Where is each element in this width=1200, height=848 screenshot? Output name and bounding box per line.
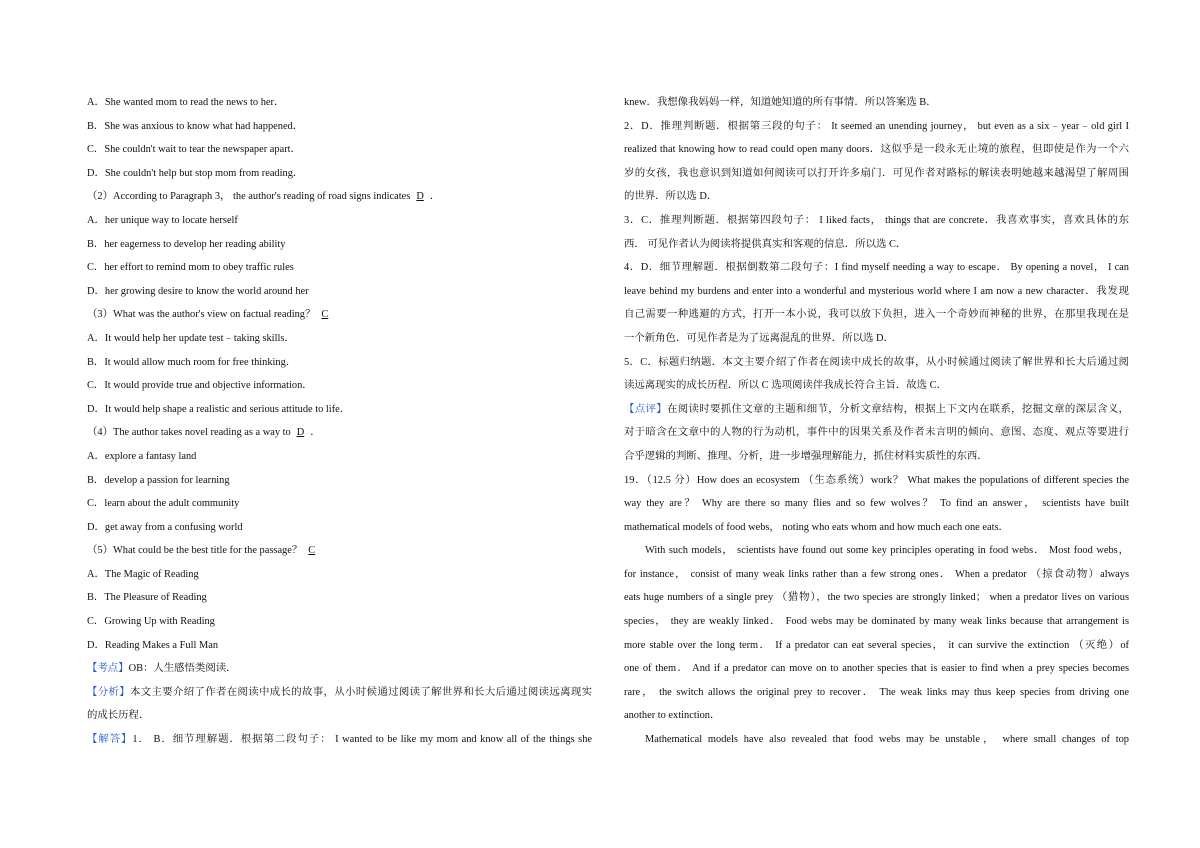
question-2: [87, 185, 592, 209]
passage-p2-line-3: eats huge numbers of a single prey （猎物），the two species are strongly linked； when a predator lives on various: [624, 592, 1129, 604]
question-5-answer: C: [308, 545, 316, 557]
question-2-answer: D: [416, 191, 424, 203]
dianping-line-3: 合乎逻辑的判断、推理、分析，进一步增强理解能力，抓住材料实质性的东西．: [624, 450, 988, 462]
fenxi-section: [87, 681, 592, 705]
answer-line-8: 4．D．细节理解题．根据倒数第二段句子：I find myself needing a way to escape． By opening a novel， I can: [624, 262, 1129, 274]
q3-option-b: B．It would allow much room for free thinking．: [87, 356, 297, 368]
q1-option-d: D．She couldn't help but stop mom from reading．: [87, 167, 304, 179]
jieda-text: 1． B．细节理解题．根据第二段句子： I wanted to be like my mom and know all of the things she: [132, 734, 592, 746]
fenxi-line-2: 的成长历程．: [87, 710, 150, 722]
answer-line-6: 3．C．推理判断题．根据第四段句子： I liked facts， things that are concrete．我喜欢事实，喜欢具体的东: [624, 214, 1129, 226]
answer-line-13: 读远离现实的成长历程．所以 C 选项阅读伴我成长符合主旨．故选 C．: [624, 380, 947, 392]
dianping-section: [624, 398, 1129, 422]
question-5: [87, 539, 592, 563]
question-19-line-1: 19．（12.5 分）How does an ecosystem （生态系统）work？ What makes the populations of different species the: [624, 474, 1129, 486]
answer-line-10: 自己需要一种逃避的方式，打开一本小说，我可以放下负担，进入一个奇妙而神秘的世界，在那里我现在是: [624, 309, 1129, 321]
question-2-stem: （2）According to Paragraph 3， the author's reading of road signs indicates: [87, 191, 411, 203]
kaodian-tag: 【考点】: [87, 663, 129, 675]
dianping-line-1: 在阅读时要抓住文章的主题和细节，分析文章结构，根据上下文内在联系，挖掘文章的深层含义，: [667, 403, 1129, 415]
answer-line-7: 西． 可见作者认为阅读将提供真实和客观的信息．所以选 C．: [624, 238, 907, 250]
passage-p2-line-1: With such models， scientists have found out some key principles operating in food webs． Most food webs，: [645, 545, 1129, 557]
dianping-tag: 【点评】: [624, 403, 668, 415]
kaodian-section: [87, 657, 592, 681]
q3-option-c: C．It would provide true and objective information．: [87, 380, 313, 392]
right-column: [624, 91, 1129, 752]
q4-option-a: A．explore a fantasy land: [87, 450, 197, 462]
q4-option-b: B．develop a passion for learning: [87, 474, 230, 486]
question-4: [87, 421, 592, 445]
q5-option-d: D．Reading Makes a Full Man: [87, 639, 219, 651]
q1-option-a: A．She wanted mom to read the news to her．: [87, 97, 285, 108]
question-4-end: ．: [310, 427, 321, 439]
kaodian-text: OB：人生感悟类阅读．: [128, 663, 237, 675]
q4-option-c: C．learn about the adult community: [87, 498, 240, 510]
q2-option-c: C．her effort to remind mom to obey traffic rules: [87, 262, 294, 274]
question-19-line-2: way they are？ Why are there so many flies and so few wolves？ To find an answer， scientists have built: [624, 498, 1129, 510]
answer-line-5: 的世界．所以选 D．: [624, 191, 718, 203]
fenxi-line-1: 本文主要介绍了作者在阅读中成长的故事，从小时候通过阅读了解世界和长大后通过阅读远离现实: [130, 686, 592, 698]
question-2-end: ．: [429, 191, 441, 203]
q2-option-d: D．her growing desire to know the world around her: [87, 285, 309, 297]
jieda-tag: 【解答】: [87, 734, 133, 746]
passage-p2-line-5: more stable over the long term． If a predator can eat several species， it can survive the extinction （灭绝）of: [624, 639, 1129, 651]
passage-p3-line-1: Mathematical models have also revealed that food webs may be unstable， where small changes of top: [645, 734, 1129, 746]
answer-line-11: 一个新角色．可见作者是为了远离混乱的世界．所以选 D．: [624, 332, 894, 344]
dianping-line-2: 对于暗含在文章中的人物的行为动机，事件中的因果关系及作者未言明的倾向、意图、态度、观点等要进行: [624, 427, 1129, 439]
answer-line-1: knew．我想像我妈妈一样，知道她知道的所有事情．所以答案选 B．: [624, 97, 937, 108]
question-3-stem: （3）What was the author's view on factual reading？: [87, 309, 316, 321]
passage-p2-line-8: another to extinction．: [624, 710, 721, 722]
passage-p2-line-4: species， they are weakly linked． Food webs may be dominated by many weak links because that arrangement is: [624, 616, 1129, 628]
q2-option-b: B．her eagerness to develop her reading ability: [87, 238, 286, 250]
q2-option-a: A．her unique way to locate herself: [87, 214, 238, 226]
q5-option-a: A．The Magic of Reading: [87, 568, 199, 580]
answer-line-12: 5．C．标题归纳题．本文主要介绍了作者在阅读中成长的故事，从小时候通过阅读了解世界和长大后通过阅: [624, 356, 1129, 368]
answer-line-3: realized that knowing how to read could open many doors．这似乎是一段永无止境的旅程，但即使是作为一个六: [624, 144, 1129, 156]
question-3-answer: C: [321, 309, 329, 321]
answer-line-4: 岁的女孩，我也意识到知道如何阅读可以打开许多扇门．可见作者对路标的解读表明她越来越渴望了解周围: [624, 167, 1129, 179]
passage-p2-line-2: for instance， consist of many weak links rather than a few strong ones． When a predator （掠食动物）always: [624, 568, 1129, 580]
question-19-line-3: mathematical models of food webs， noting who eats whom and how much each one eats．: [624, 521, 1009, 533]
q5-option-c: C．Growing Up with Reading: [87, 616, 215, 628]
question-5-stem: （5）What could be the best title for the passage？: [87, 545, 303, 557]
passage-p2-line-6: one of them． And if a predator can move on to another species that is easier to find when a prey species becomes: [624, 663, 1129, 675]
q3-option-a: A．It would help her update test﹣taking skills．: [87, 332, 295, 344]
q3-option-d: D．It would help shape a realistic and serious attitude to life．: [87, 403, 351, 415]
answer-line-2: 2．D．推理判断题．根据第三段的句子： It seemed an unending journey， but even as a six﹣year﹣old girl I: [624, 120, 1129, 132]
answer-line-9: leave behind my burdens and enter into a wonderful and mysterious world where I am now a new character．我发现: [624, 285, 1129, 297]
left-column: [87, 91, 592, 752]
q5-option-b: B．The Pleasure of Reading: [87, 592, 207, 604]
question-4-answer: D: [296, 427, 305, 439]
q4-option-d: D．get away from a confusing world: [87, 521, 243, 533]
q1-option-b: B．She was anxious to know what had happened．: [87, 120, 304, 132]
fenxi-tag: 【分析】: [87, 686, 131, 698]
jieda-section: [87, 728, 592, 752]
question-3: [87, 303, 592, 327]
passage-p2-line-7: rare， the switch allows the original prey to recover． The weak links may thus keep species from driving one: [624, 686, 1129, 698]
q1-option-c: C．She couldn't wait to tear the newspaper apart．: [87, 144, 301, 156]
question-4-stem: （4）The author takes novel reading as a way to: [87, 427, 291, 439]
